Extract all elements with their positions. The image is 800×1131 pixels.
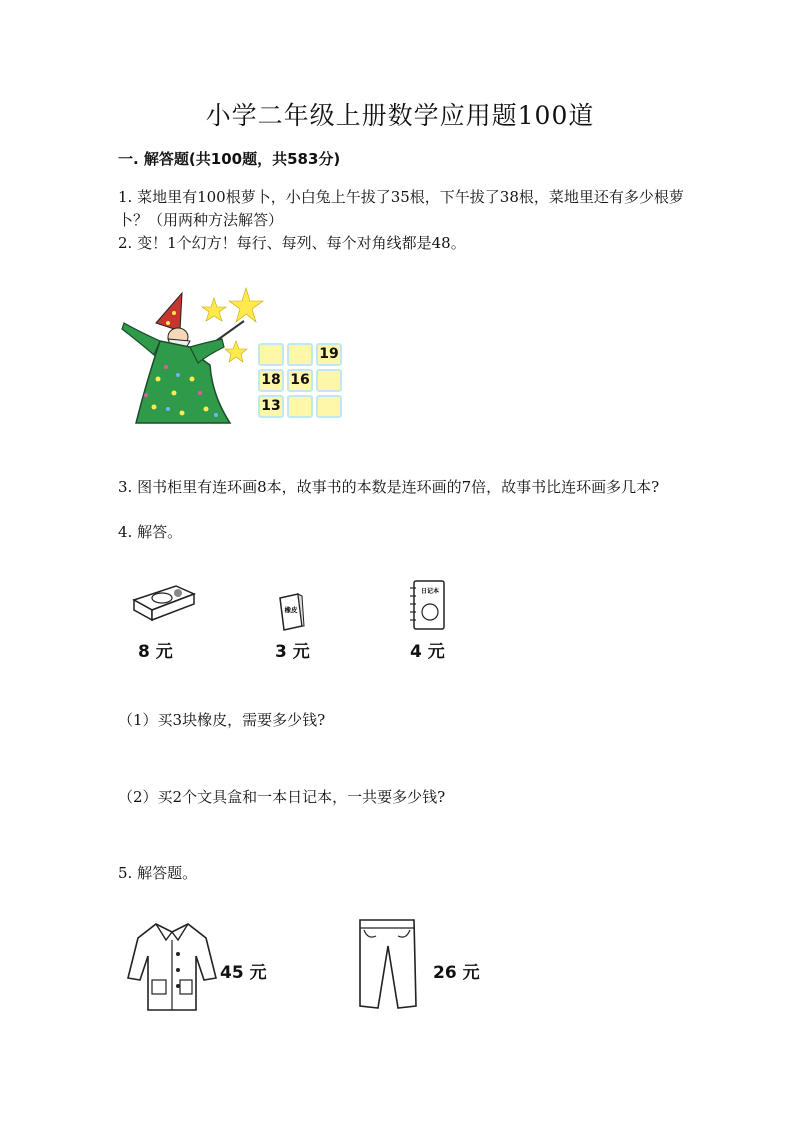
eraser-icon-label: 橡皮 bbox=[284, 606, 298, 614]
pants-price: 26 元 bbox=[433, 963, 480, 983]
diary-icon bbox=[408, 578, 448, 632]
magic-square-cell[interactable] bbox=[316, 395, 342, 418]
question-5: 5. 解答题。 bbox=[118, 864, 198, 882]
magic-square-cell[interactable] bbox=[287, 343, 313, 366]
magic-square-cell[interactable]: 16 bbox=[287, 369, 313, 392]
jacket-icon bbox=[126, 918, 218, 1014]
magic-square-cell[interactable] bbox=[258, 343, 284, 366]
pencil-box-icon bbox=[130, 582, 198, 624]
question-4-part-2: （2）买2个文具盒和一本日记本，一共要多少钱? bbox=[118, 788, 446, 806]
section-heading: 一. 解答题(共100题，共583分) bbox=[118, 150, 341, 168]
magic-square bbox=[258, 343, 344, 418]
pencil-box-price: 8 元 bbox=[138, 642, 173, 662]
magic-square-cell[interactable]: 13 bbox=[258, 395, 284, 418]
pants-icon bbox=[354, 916, 420, 1010]
eraser-icon bbox=[276, 590, 306, 634]
question-4-part-1: （1）买3块橡皮，需要多少钱? bbox=[118, 711, 326, 729]
magic-square-cell[interactable] bbox=[316, 369, 342, 392]
magic-square-cell[interactable] bbox=[287, 395, 313, 418]
jacket-price: 45 元 bbox=[220, 963, 267, 983]
question-4: 4. 解答。 bbox=[118, 523, 183, 541]
magic-square-cell[interactable]: 18 bbox=[258, 369, 284, 392]
eraser-price: 3 元 bbox=[275, 642, 310, 662]
diary-price: 4 元 bbox=[410, 642, 445, 662]
question-1: 1. 菜地里有100根萝卜，小白兔上午拔了35根，下午拔了38根，菜地里还有多少根萝卜？（用两种方法解答） bbox=[118, 188, 684, 229]
page-title: 小学二年级上册数学应用题100道 bbox=[205, 101, 595, 130]
question-2: 2. 变！1个幻方！每行、每列、每个对角线都是48。 bbox=[118, 234, 466, 252]
wizard-illustration bbox=[118, 283, 268, 433]
diary-icon-label: 日记本 bbox=[420, 588, 440, 595]
magic-square-cell[interactable]: 19 bbox=[316, 343, 342, 366]
question-3: 3. 图书柜里有连环画8本，故事书的本数是连环画的7倍，故事书比连环画多几本? bbox=[118, 478, 660, 496]
